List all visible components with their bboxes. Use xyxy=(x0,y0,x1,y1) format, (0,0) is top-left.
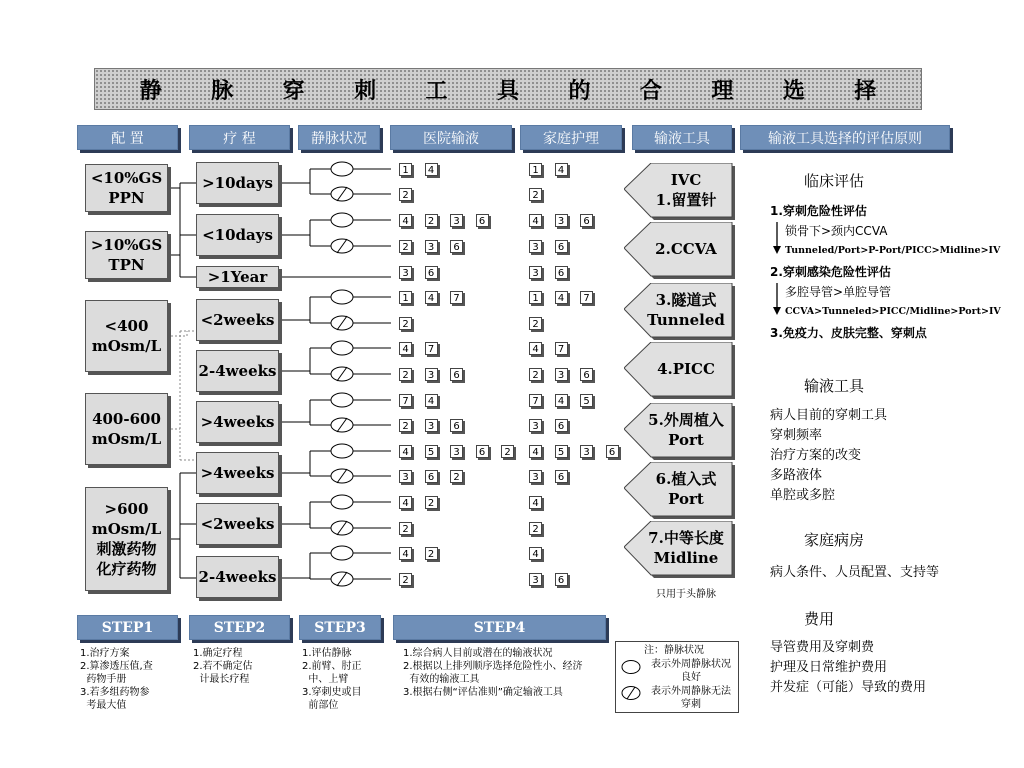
clinical-item: 1.穿刺危险性评估 xyxy=(770,204,867,218)
config-box: >600 mOsm/L 刺激药物 化疗药物 xyxy=(85,487,168,591)
hospital-tool-number: 7 xyxy=(425,342,438,355)
title-char: 脉 xyxy=(211,78,234,104)
good-vein-icon xyxy=(331,341,353,355)
hospital-tool-number: 2 xyxy=(399,240,412,253)
hospital-tool-number: 2 xyxy=(425,214,438,227)
hospital-tool-number: 4 xyxy=(399,496,412,509)
home-tool-number: 4 xyxy=(529,214,542,227)
home-tool-number: 6 xyxy=(580,368,593,381)
tool-label: 2.CCVA xyxy=(655,240,717,258)
home-tool-number: 1 xyxy=(529,163,542,176)
hospital-tool-number: 3 xyxy=(425,240,438,253)
config-box: >10%GS TPN xyxy=(85,231,168,279)
home-tool-number: 3 xyxy=(580,445,593,458)
hospital-tool-number: 4 xyxy=(425,394,438,407)
home-heading: 家庭病房 xyxy=(804,531,865,549)
clinical-item: 多腔导管>单腔导管 xyxy=(785,285,892,299)
good-vein-icon xyxy=(331,444,353,458)
title-char: 静 xyxy=(139,78,162,104)
hospital-tool-number: 2 xyxy=(399,368,412,381)
home-tool-number: 6 xyxy=(555,240,568,253)
home-tool-number: 3 xyxy=(529,573,542,586)
step-note: 1.治疗方案 2.算渗透压值,查 药物手册 3.若多组药物参 考最大值 xyxy=(80,648,153,711)
good-vein-icon xyxy=(331,495,353,509)
hospital-tool-number: 3 xyxy=(399,470,412,483)
tool-arrow xyxy=(624,462,732,516)
header-course: 疗 程 xyxy=(189,125,290,150)
tool-arrow xyxy=(624,521,732,575)
principle-item: 穿刺频率 xyxy=(770,428,823,443)
home-tool-number: 6 xyxy=(555,419,568,432)
good-vein-icon xyxy=(331,393,353,407)
home-tool-number: 3 xyxy=(529,240,542,253)
hospital-tool-number: 4 xyxy=(399,342,412,355)
home-tool-number: 4 xyxy=(529,496,542,509)
home-tool-number: 4 xyxy=(555,163,568,176)
arrow-icon xyxy=(770,218,784,328)
home-tool-number: 3 xyxy=(529,419,542,432)
home-tool-number: 4 xyxy=(555,291,568,304)
hospital-tool-number: 1 xyxy=(399,291,412,304)
tool-note: 只用于头静脉 xyxy=(656,589,716,600)
step-header: STEP3 xyxy=(299,615,381,640)
course-box: <2weeks xyxy=(196,299,279,341)
hospital-tool-number: 6 xyxy=(425,266,438,279)
course-box: >4weeks xyxy=(196,401,279,443)
title-char: 的 xyxy=(568,78,591,104)
good-vein-icon xyxy=(331,162,353,176)
header-tools: 输液工具 xyxy=(632,125,732,150)
hospital-tool-number: 6 xyxy=(476,214,489,227)
tool-label: 3.隧道式 Tunneled xyxy=(647,291,725,329)
hospital-tool-number: 3 xyxy=(425,419,438,432)
hospital-tool-number: 7 xyxy=(450,291,463,304)
title-char: 具 xyxy=(496,78,519,104)
good-vein-icon xyxy=(331,213,353,227)
principle-item: 并发症（可能）导致的费用 xyxy=(770,680,927,695)
hospital-tool-number: 4 xyxy=(399,214,412,227)
hospital-tool-number: 2 xyxy=(450,470,463,483)
legend-title: 注：静脉状况 xyxy=(644,645,704,656)
home-tool-number: 5 xyxy=(580,394,593,407)
principle-item: 病人目前的穿刺工具 xyxy=(770,408,888,423)
hospital-tool-number: 3 xyxy=(450,445,463,458)
step-header: STEP2 xyxy=(189,615,290,640)
home-tool-number: 2 xyxy=(529,368,542,381)
clinical-item: Tunneled/Port>P-Port/PICC>Midline>IV xyxy=(785,245,1001,256)
hospital-tool-number: 6 xyxy=(425,470,438,483)
principle-item: 治疗方案的改变 xyxy=(770,448,862,463)
home-tool-number: 6 xyxy=(555,573,568,586)
tool-label: IVC 1.留置针 xyxy=(655,171,717,209)
hospital-tool-number: 6 xyxy=(450,368,463,381)
home-tool-number: 6 xyxy=(606,445,619,458)
tool-arrow xyxy=(624,163,732,217)
home-tool-number: 6 xyxy=(555,470,568,483)
cost-heading: 费用 xyxy=(804,610,835,628)
config-box: 400-600 mOsm/L xyxy=(85,393,168,465)
home-tool-number: 3 xyxy=(529,470,542,483)
tools-list xyxy=(770,406,887,506)
hospital-tool-number: 5 xyxy=(425,445,438,458)
hospital-tool-number: 4 xyxy=(399,445,412,458)
hospital-tool-number: 6 xyxy=(476,445,489,458)
tool-arrow xyxy=(624,283,732,337)
course-box: <10days xyxy=(196,214,279,256)
tool-label: 4.PICC xyxy=(657,360,715,378)
config-box: <400 mOsm/L xyxy=(85,300,168,372)
clinical-item: 3.免疫力、皮肤完整、穿刺点 xyxy=(770,326,927,340)
course-box: >4weeks xyxy=(196,452,279,494)
good-vein-icon xyxy=(331,290,353,304)
clinical-heading: 临床评估 xyxy=(804,172,865,190)
course-box: 2-4weeks xyxy=(196,556,279,598)
principle-item: 导管费用及穿刺费 xyxy=(770,640,875,655)
legend-symbols xyxy=(621,659,643,711)
course-box: 2-4weeks xyxy=(196,350,279,392)
hospital-tool-number: 2 xyxy=(399,188,412,201)
home-tool-number: 7 xyxy=(580,291,593,304)
hospital-tool-number: 3 xyxy=(425,368,438,381)
course-box: >10days xyxy=(196,162,279,204)
hospital-tool-number: 2 xyxy=(425,496,438,509)
header-hospital: 医院输液 xyxy=(390,125,512,150)
home-tool-number: 4 xyxy=(529,342,542,355)
home-tool-number: 3 xyxy=(555,368,568,381)
step-header: STEP4 xyxy=(393,615,606,640)
clinical-item: 2.穿刺感染危险性评估 xyxy=(770,265,891,279)
course-box: <2weeks xyxy=(196,503,279,545)
tool-arrow xyxy=(624,342,732,396)
hospital-tool-number: 2 xyxy=(399,522,412,535)
clinical-item: CCVA>Tunneled>PICC/Midline>Port>IV xyxy=(785,306,1001,317)
home-tool-number: 6 xyxy=(580,214,593,227)
home-tool-number: 7 xyxy=(529,394,542,407)
tool-arrow xyxy=(624,403,732,457)
step-note: 1.确定疗程 2.若不确定估 计最长疗程 xyxy=(193,648,253,685)
hospital-tool-number: 6 xyxy=(450,240,463,253)
header-vein: 静脉状况 xyxy=(298,125,380,150)
title-char: 合 xyxy=(639,78,662,104)
header-config: 配 置 xyxy=(77,125,178,150)
course-box: >1Year xyxy=(196,266,279,288)
hospital-tool-number: 4 xyxy=(425,291,438,304)
home-tool-number: 7 xyxy=(555,342,568,355)
title-char: 选 xyxy=(782,78,805,104)
step-note: 1.综合病人目前或潜在的输液状况 2.根据以上排列顺序选择危险性小、经济 有效的输液工具 3.根据右侧“评估准则”确定输液工具 xyxy=(403,648,583,698)
tool-label: 7.中等长度 Midline xyxy=(648,529,724,567)
home-tool-number: 1 xyxy=(529,291,542,304)
good-vein-icon xyxy=(622,661,640,674)
hospital-tool-number: 1 xyxy=(399,163,412,176)
principle-item: 多路液体 xyxy=(770,468,823,483)
header-principles: 输液工具选择的评估原则 xyxy=(740,125,950,150)
cost-list xyxy=(770,638,926,698)
hospital-tool-number: 2 xyxy=(501,445,514,458)
home-tool-number: 3 xyxy=(529,266,542,279)
tools-heading: 输液工具 xyxy=(804,377,865,395)
home-tool-number: 2 xyxy=(529,317,542,330)
home-tool-number: 5 xyxy=(555,445,568,458)
tool-label: 5.外周植入 Port xyxy=(648,411,724,449)
header-home: 家庭护理 xyxy=(520,125,622,150)
legend-good: 表示外周静脉状况 良好 xyxy=(651,659,731,683)
home-tool-number: 3 xyxy=(555,214,568,227)
hospital-tool-number: 6 xyxy=(450,419,463,432)
home-tool-number: 2 xyxy=(529,188,542,201)
tool-arrow xyxy=(624,222,732,276)
step-note: 1.评估静脉 2.前臂、肘正 中、上臂 3.穿刺史或目 前部位 xyxy=(302,648,362,711)
clinical-item: 锁骨下>颈内CCVA xyxy=(785,224,888,238)
home-tool-number: 4 xyxy=(555,394,568,407)
good-vein-icon xyxy=(331,546,353,560)
hospital-tool-number: 4 xyxy=(425,163,438,176)
home-tool-number: 4 xyxy=(529,445,542,458)
tool-label: 6.植入式 Port xyxy=(655,470,717,508)
hospital-tool-number: 2 xyxy=(399,419,412,432)
title-char: 穿 xyxy=(282,78,305,104)
principle-item: 护理及日常维护费用 xyxy=(770,660,888,675)
hospital-tool-number: 3 xyxy=(450,214,463,227)
principle-item: 单腔或多腔 xyxy=(770,488,836,503)
home-tool-number: 6 xyxy=(555,266,568,279)
home-tool-number: 4 xyxy=(529,547,542,560)
home-item: 病人条件、人员配置、支持等 xyxy=(770,565,940,580)
title-char: 择 xyxy=(854,78,877,104)
hospital-tool-number: 7 xyxy=(399,394,412,407)
title-char: 刺 xyxy=(354,78,377,104)
title-char: 理 xyxy=(711,78,734,104)
title-char: 工 xyxy=(425,78,448,104)
hospital-tool-number: 3 xyxy=(399,266,412,279)
hospital-tool-number: 2 xyxy=(399,317,412,330)
step-header: STEP1 xyxy=(77,615,178,640)
hospital-tool-number: 2 xyxy=(425,547,438,560)
legend-bad: 表示外周静脉无法 穿刺 xyxy=(651,686,731,710)
hospital-tool-number: 2 xyxy=(399,573,412,586)
config-box: <10%GS PPN xyxy=(85,164,168,212)
home-tool-number: 2 xyxy=(529,522,542,535)
legend xyxy=(615,641,739,713)
hospital-tool-number: 4 xyxy=(399,547,412,560)
